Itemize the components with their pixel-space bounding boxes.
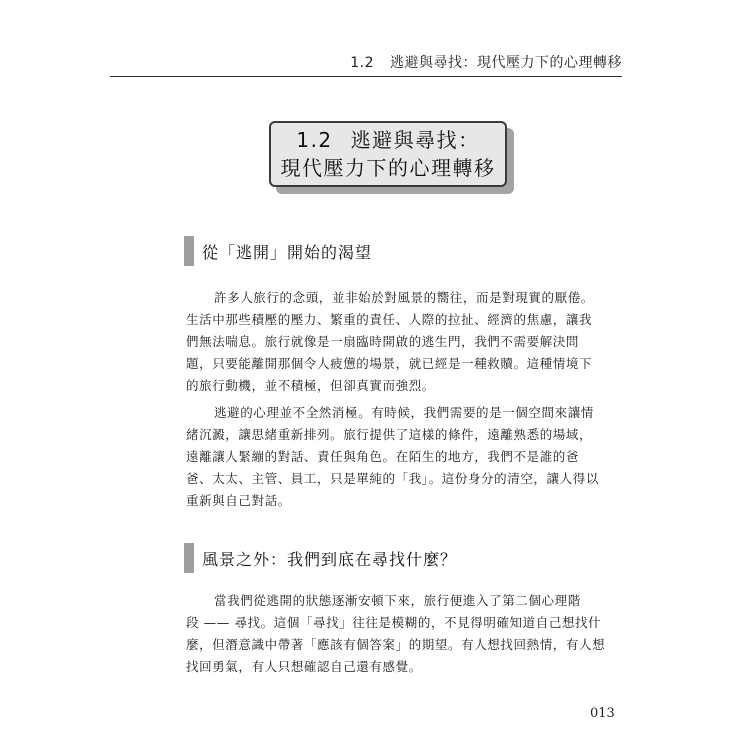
chapter-title-box (269, 121, 507, 187)
chapter-number: 1.2 (296, 128, 333, 152)
paragraph-line: 遠離讓人緊繃的對話、責任與角色。在陌生的地方，我們不是誰的爸 (186, 449, 580, 464)
section-marker-bar (184, 543, 194, 573)
section-heading-text: 從「逃開」開始的渴望 (202, 242, 373, 262)
section-heading-2 (184, 546, 457, 570)
paragraph (186, 590, 606, 678)
running-header-title: 逃避與尋找：現代壓力下的心理轉移 (390, 55, 622, 71)
chapter-title-line-2: 現代壓力下的心理轉移 (280, 156, 496, 180)
paragraph-line: 逃避的心理並不全然消極。有時候，我們需要的是一個空間來讓情 (214, 405, 594, 420)
paragraph-line: 爸、太太、主管、員工，只是單純的「我」。這份身分的清空，讓人得以 (186, 471, 599, 486)
paragraph-line: 重新與自己對話。 (186, 493, 291, 508)
paragraph-line: 生活中那些積壓的壓力、繁重的責任、人際的拉扯、經濟的焦慮，讓我 (186, 312, 593, 327)
paragraph-line: 許多人旅行的念頭，並非始於對風景的嚮往，而是對現實的厭倦。 (214, 290, 594, 305)
paragraph-line: 找回勇氣，有人只想確認自己還有感覺。 (186, 659, 422, 674)
paragraph-line: 麼，但潛意識中帶著「應該有個答案」的期望。有人想找回熱情，有人想 (186, 637, 606, 652)
paragraph-line: 們無法喘息。旅行就像是一扇臨時開啟的逃生門，我們不需要解決問 (186, 334, 580, 349)
paragraph-line: 段 —— 尋找。這個「尋找」往往是模糊的，不見得明確知道自己想找什 (186, 615, 602, 630)
paragraph-line: 緒沉澱，讓思緒重新排列。旅行提供了這樣的條件，遠離熟悉的場域， (186, 427, 593, 442)
section-marker-bar (184, 236, 194, 266)
paragraph-line: 題，只要能離開那個令人疲憊的場景，就已經是一種救贖。這種情境下 (186, 356, 593, 371)
paragraph-line: 當我們從逃開的狀態逐漸安頓下來，旅行便進入了第二個心理階 (214, 593, 581, 608)
running-header (110, 52, 622, 72)
header-rule (110, 76, 622, 77)
section-heading-1 (184, 239, 372, 263)
running-header-number: 1.2 (350, 55, 374, 71)
chapter-title-line-1 (271, 126, 505, 154)
paragraph (186, 402, 598, 512)
paragraph-line: 的旅行動機，並不積極，但卻真實而強烈。 (186, 378, 435, 393)
page-number: 013 (590, 706, 615, 721)
section-heading-text: 風景之外：我們到底在尋找什麼？ (202, 549, 458, 569)
chapter-title-part-1: 逃避與尋找： (350, 128, 480, 152)
paragraph (186, 287, 598, 397)
